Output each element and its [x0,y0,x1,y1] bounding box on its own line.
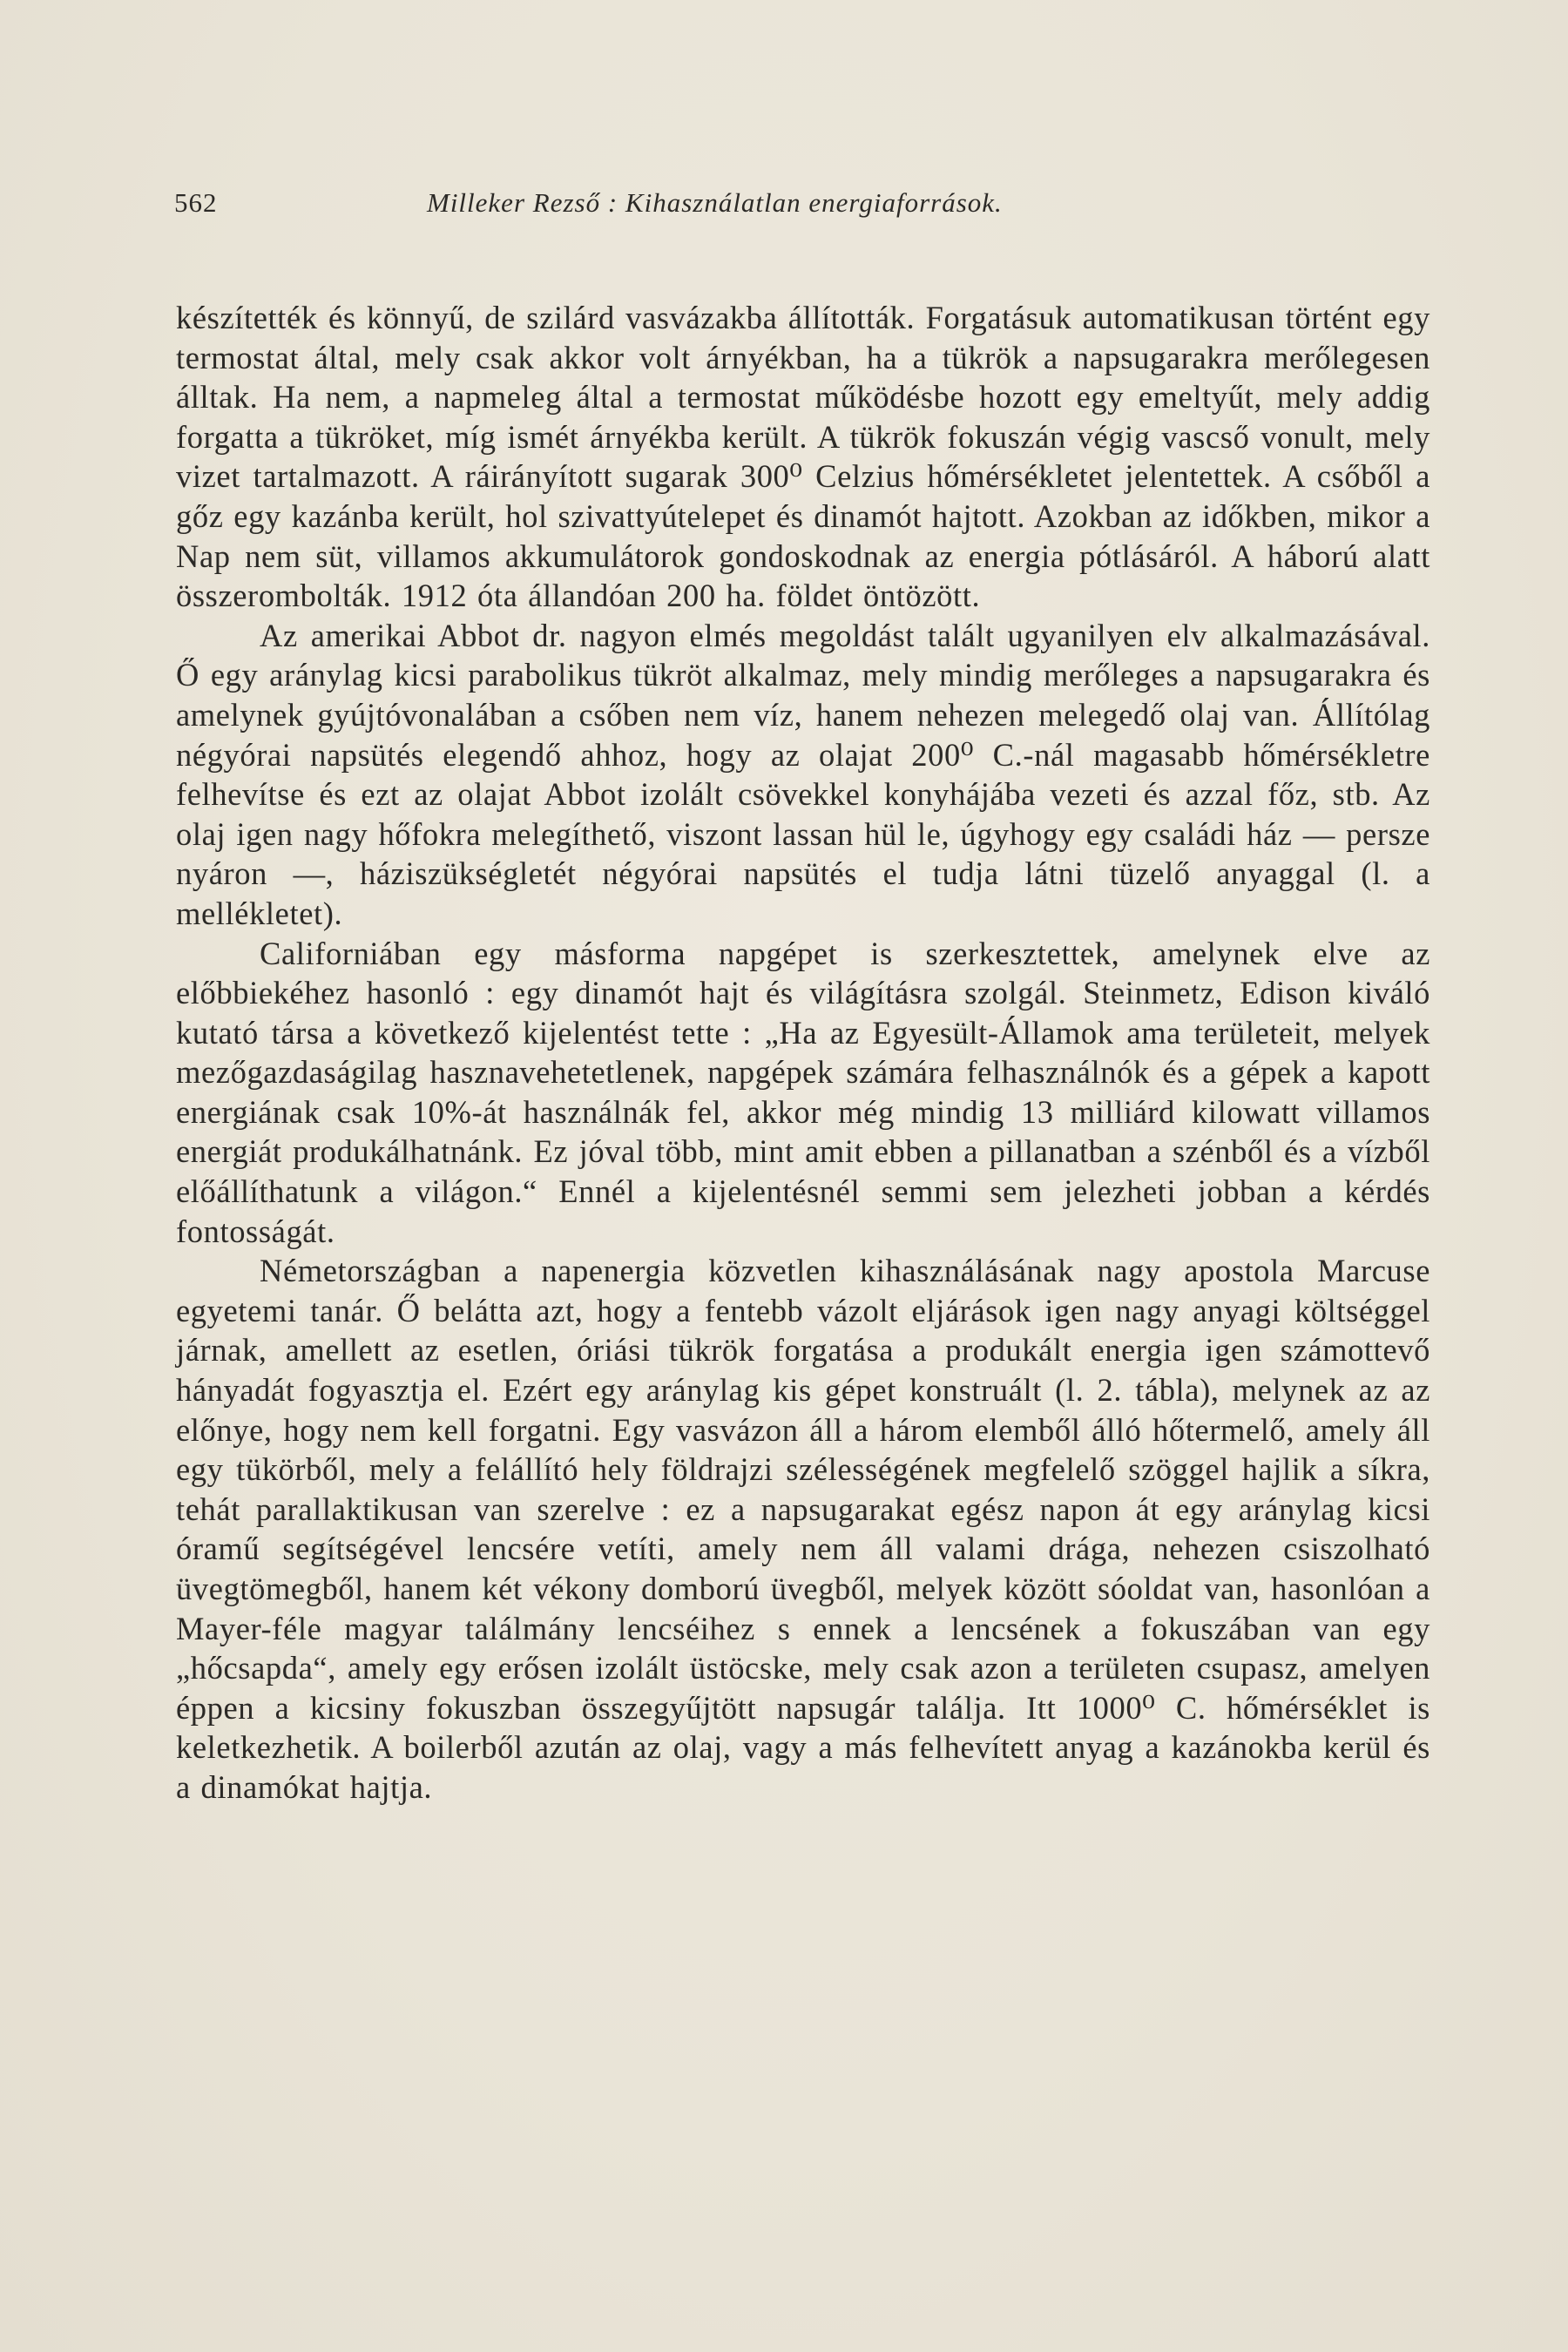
paragraph-2: Az amerikai Abbot dr. nagyon elmés megoldást talált ugyanilyen elv alkalmazásával. Ő egy aránylag kicsi parabolikus tükröt alkalmaz, mely mindig merőleges a napsugarakra és amelynek gyújtóvonalában a csőben nem víz, hanem nehezen melegedő olaj van. Állítólag négyórai napsütés elegendő ahhoz, hogy az olajat 200⁰ C.-nál magasabb hőmérsékletre felhevítse és ezt az olajat Abbot izolált csövekkel konyhájába vezeti és azzal főz, stb. Az olaj igen nagy hőfokra melegíthető, viszont lassan hül le, úgyhogy egy családi ház — persze nyáron —, háziszükségletét négyórai napsütés el tudja látni tüzelő anyaggal (l. a mellékletet). [176,617,1430,931]
page-header [174,181,1429,225]
running-title: Milleker Rezső : Kihasználatlan energiaforrások. [427,187,1003,218]
body-text [176,298,1430,1808]
paragraph-1: készítették és könnyű, de szilárd vasvázakba állították. Forgatásuk automatikusan történt egy termostat által, mely csak akkor volt árnyékban, ha a tükrök a napsugarakra merőlegesen álltak. Ha nem, a napmeleg által a termostat működésbe hozott egy emeltyűt, mely addig forgatta a tükröket, míg ismét árnyékba került. A tükrök fokuszán végig vascső vonult, mely vizet tartalmazott. A ráirányított sugarak 300⁰ Celzius hőmérsékletet jelentettek. A csőből a gőz egy kazánba került, hol szivattyútelepet és dinamót hajtott. Azokban az időkben, mikor a Nap nem süt, villamos akkumulátorok gondoskodnak az energia pótlásáról. A háború alatt összerombolták. 1912 óta állandóan 200 ha. földet öntözött. [176,300,1430,614]
paragraph-3: Californiában egy másforma napgépet is szerkesztettek, amelynek elve az előbbiekéhez hasonló : egy dinamót hajt és világításra szolgál. Steinmetz, Edison kiváló kutató társa a következő kijelentést tette : „Ha az Egyesült-Államok ama területeit, melyek mezőgazdaságilag hasznavehetetlenek, napgépek számára felhasználnók és a gépek a kapott energiának csak 10%-át használnák fel, akkor még mindig 13 milliárd kilowatt villamos energiát produkálhatnánk. Ez jóval több, mint amit ebben a pillanatban a szénből és a vízből előállíthatunk a világon.“ Ennél a kijelentésnél semmi sem jelezheti jobban a kérdés fontosságát. [176,935,1430,1249]
page-number: 562 [174,187,218,218]
paragraph-4: Németországban a napenergia közvetlen kihasználásának nagy apostola Marcuse egyetemi tanár. Ő belátta azt, hogy a fentebb vázolt eljárások igen nagy anyagi költséggel járnak, amellett az esetlen, óriási tükrök forgatása a produkált energia igen számottevő hányadát fogyasztja el. Ezért egy aránylag kis gépet konstruált (l. 2. tábla), melynek az az előnye, hogy nem kell forgatni. Egy vasvázon áll a három elemből álló hőtermelő, amely áll egy tükörből, mely a felállító hely földrajzi szélességének megfelelő szöggel hajlik a síkra, tehát parallaktikusan van szerelve : ez a napsugarakat egész napon át egy aránylag kicsi óramű segítségével lencsére vetíti, amely nem áll valami drága, nehezen csiszolható üvegtömegből, hanem két vékony domború üvegből, melyek között sóoldat van, hasonlóan a Mayer-féle magyar találmány lencséihez s ennek a lencsének a fokuszában van egy „hőcsapda“, amely egy erősen izolált üstöcske, mely csak azon a területen csupasz, amelyen éppen a kicsiny fokuszban összegyűjtött napsugár találja. Itt 1000⁰ C. hőmérséklet is keletkezhetik. A boilerből azután az olaj, vagy a más felhevített anyag a kazánokba kerül és a dinamókat hajtja. [176,1253,1430,1805]
